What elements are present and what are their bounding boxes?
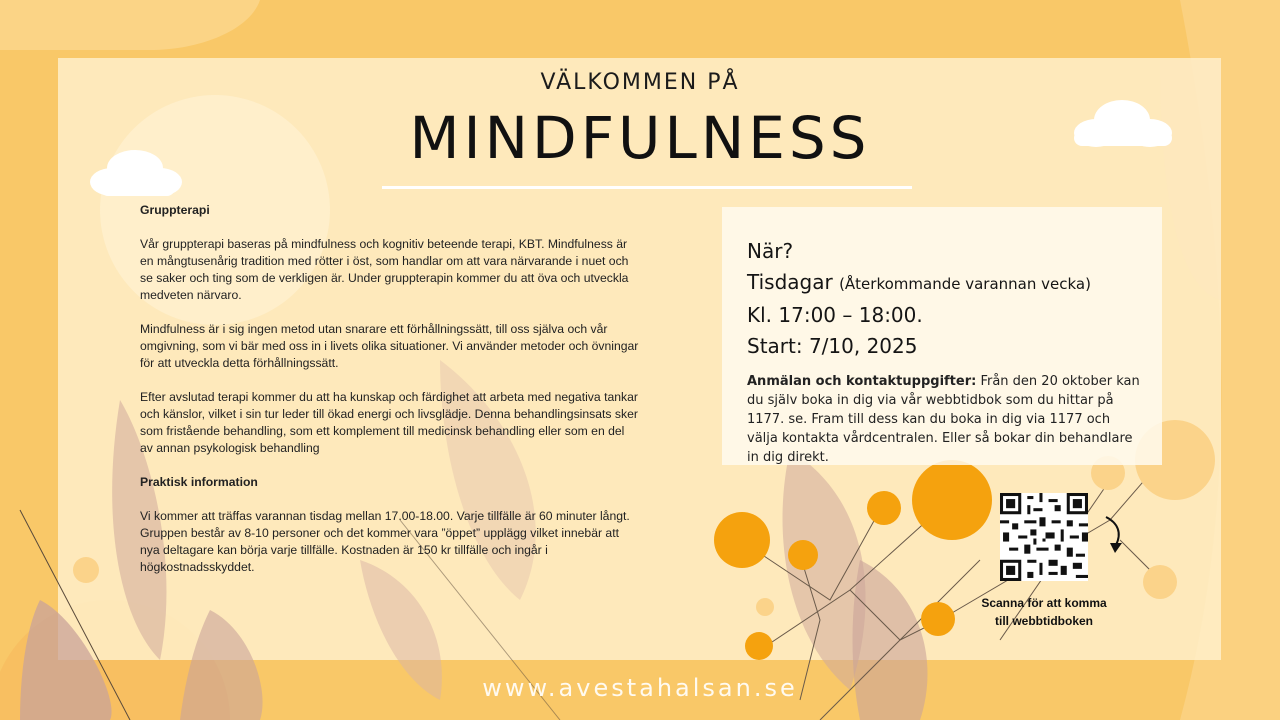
description-column <box>140 202 640 593</box>
paragraph-2: Mindfulness är i sig ingen metod utan snarare ett förhållningssätt, till oss själva och vår omgivning, som vi bär med oss in i livets olika situationer. Vi använder metoder och övningar för att utveckla detta förhållningssätt. <box>140 322 639 370</box>
arrow-down-icon <box>1100 515 1126 555</box>
qr-caption-line2: till webbtidboken <box>995 614 1093 628</box>
qr-code[interactable] <box>1000 493 1088 581</box>
contact-label: Anmälan och kontaktuppgifter: <box>747 374 977 389</box>
start-line: Start: 7/10, 2025 <box>747 334 918 358</box>
day-note: (Återkommande varannan vecka) <box>839 275 1091 293</box>
contact-text: Från den 20 oktober kan du själv boka in dig via vår webbtidbok som du hittar på 1177. se. Fram till dess kan du boka in dig via 1177 och välja kontakta vårdcentralen. Eller så bokar din behandlare in dig direkt. <box>747 374 1140 465</box>
time-line: Kl. 17:00 – 18:00. <box>747 303 923 327</box>
when-label: När? <box>747 239 794 263</box>
day-label: Tisdagar <box>747 270 833 294</box>
contact-info <box>747 372 1142 467</box>
qr-caption-line1: Scanna för att komma <box>981 596 1107 610</box>
website-link[interactable]: www.avestahalsan.se <box>482 674 798 702</box>
section-heading-gruppterapi: Gruppterapi <box>140 203 210 217</box>
paragraph-4: Vi kommer att träffas varannan tisdag mellan 17.00-18.00. Varje tillfälle är 60 minuter långt. Gruppen består av 8-10 personer och det kommer vara ”öppet” upplägg vilket innebär att nya deltagare kan börja varje tillfälle. Kostnaden är 150 kr tillfälle och ingår i högkostnadsskyddet. <box>140 509 630 574</box>
paragraph-3: Efter avslutad terapi kommer du att ha kunskap och färdighet att arbeta med negativa tankar och känslor, vilket i sin tur leder till ökad energi och livsglädje. Denna behandlingsinsats sker som fristående behandling, som ett komplement till medicinsk behandling eller som en del av annan psykologisk behandling <box>140 390 638 455</box>
welcome-heading: VÄLKOMMEN PÅ <box>540 70 740 95</box>
schedule-info <box>747 236 1091 362</box>
page-title: MINDFULNESS <box>409 104 871 172</box>
qr-caption <box>962 594 1126 630</box>
section-heading-praktisk: Praktisk information <box>140 475 258 489</box>
paragraph-1: Vår gruppterapi baseras på mindfulness och kognitiv beteende terapi, KBT. Mindfulness är en mångtusenårig tradition med rötter i öst, som handlar om att vara närvarande i nuet och se saker och ting som de verkligen är. Under gruppterapin kommer du att öva och utveckla medveten närvaro. <box>140 237 629 302</box>
title-divider <box>382 186 912 189</box>
day-line <box>747 267 1091 300</box>
